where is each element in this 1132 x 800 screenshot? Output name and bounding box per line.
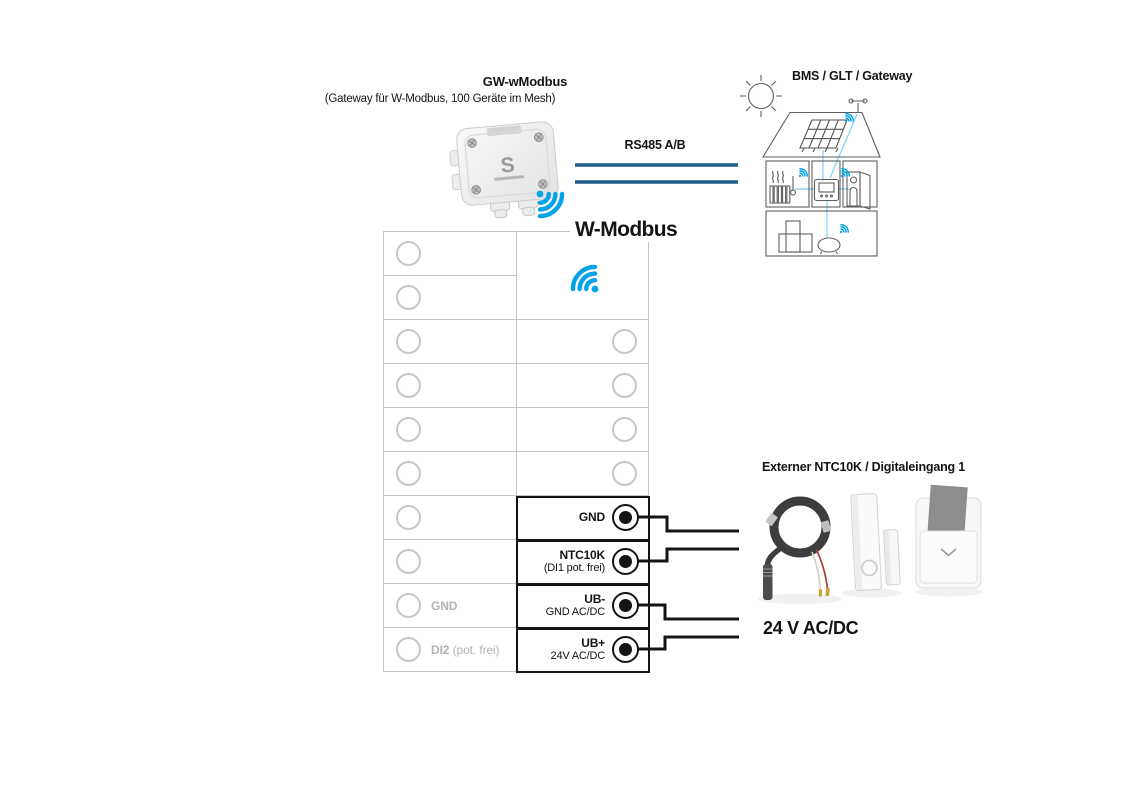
- gateway-device-image: [444, 114, 572, 222]
- terminal-row-5-left: [384, 408, 517, 452]
- terminal-circle: [396, 329, 421, 354]
- terminal-ub-minus-cell: [517, 584, 649, 628]
- wmodbus-wifi-cell: [517, 232, 649, 320]
- wireless-sensor-icon: [818, 238, 840, 254]
- external-sensors-image: [738, 476, 992, 610]
- ub-minus-terminal-label: UB-: [584, 591, 605, 606]
- terminal-row-9-left: [384, 584, 517, 628]
- ub-plus-terminal-label: UB+: [581, 635, 605, 650]
- terminal-circle: [612, 461, 637, 486]
- terminal-circle: [612, 329, 637, 354]
- gnd-terminal-label: GND: [578, 510, 605, 525]
- gnd-wire: [638, 517, 739, 531]
- device-logo: S: [499, 153, 516, 178]
- terminal-circle: [396, 417, 421, 442]
- building-illustration: [728, 58, 932, 268]
- external-input-label: Externer NTC10K / Digitaleingang 1: [762, 460, 965, 474]
- power-supply-label: 24 V AC/DC: [763, 618, 859, 638]
- left-di2-sublabel: (pot. frei): [452, 642, 500, 657]
- terminal-row-5-right: [517, 408, 649, 452]
- terminal-circle: [396, 549, 421, 574]
- bms-glt-gateway-label: BMS / GLT / Gateway: [792, 69, 913, 83]
- terminal-row-6-left: [384, 452, 517, 496]
- rs485-bus-lines: [575, 165, 738, 182]
- roof-outline: [763, 113, 880, 158]
- terminal-circle: [396, 285, 421, 310]
- ntc10k-wire: [638, 549, 739, 561]
- thermometer-icon: [791, 176, 796, 195]
- terminal-row-3-left: [384, 320, 517, 364]
- ub-minus-terminal-contact: [612, 592, 639, 619]
- terminal-circle: [612, 373, 637, 398]
- terminal-row-4-right: [517, 364, 649, 408]
- terminal-wires: [638, 517, 739, 649]
- ntc10k-terminal-sublabel: (DI1 pot. frei): [543, 562, 605, 575]
- person-at-door-icon: [847, 172, 870, 209]
- wmodbus-label: W-Modbus: [570, 218, 682, 242]
- gnd-terminal-contact: [612, 504, 639, 531]
- terminal-circle: [396, 505, 421, 530]
- gateway-subtitle: (Gateway für W-Modbus, 100 Geräte im Mesh): [324, 93, 556, 105]
- terminal-row-7-left: [384, 496, 517, 540]
- ntc10k-terminal-contact: [612, 548, 639, 575]
- terminal-circle: [612, 417, 637, 442]
- ub-plus-terminal-sublabel: 24V AC/DC: [550, 650, 605, 663]
- terminal-circle: [396, 241, 421, 266]
- terminal-circle: [396, 461, 421, 486]
- terminal-row-3-right: [517, 320, 649, 364]
- terminal-row-10-left: [384, 628, 517, 672]
- terminal-circle: [396, 637, 421, 662]
- terminal-ntc10k-cell: [517, 540, 649, 584]
- terminal-row-1-left: [384, 232, 517, 276]
- terminal-circle: [396, 373, 421, 398]
- ub-plus-terminal-contact: [612, 636, 639, 663]
- thermostat-panel-icon: [815, 180, 839, 201]
- terminal-circle: [396, 593, 421, 618]
- left-di2-label: DI2: [431, 642, 450, 657]
- basement-furniture-icon: [779, 221, 812, 252]
- terminal-gnd-cell: [517, 496, 649, 540]
- ub-minus-terminal-sublabel: GND AC/DC: [545, 606, 605, 619]
- terminal-row-4-left: [384, 364, 517, 408]
- door-contact-sensor-image: [851, 492, 901, 590]
- ntc10k-terminal-label: NTC10K: [559, 547, 605, 562]
- ntc-cable-sensor-image: [763, 501, 831, 600]
- radiator-icon: [770, 171, 790, 203]
- solar-panel: [800, 120, 847, 152]
- terminal-row-6-right: [517, 452, 649, 496]
- left-gnd-label: GND: [431, 598, 458, 613]
- wmodbus-wifi-icon: [552, 247, 614, 305]
- keycard-switch-image: [916, 485, 981, 588]
- weather-station-icon: [849, 99, 867, 113]
- ub-minus-wire: [638, 605, 739, 619]
- terminal-row-2-left: [384, 276, 517, 320]
- rs485-bus-label: RS485 A/B: [624, 138, 686, 152]
- terminal-block-table: [383, 231, 649, 672]
- terminal-row-8-left: [384, 540, 517, 584]
- sun-icon: [740, 75, 782, 117]
- terminal-ub-plus-cell: [517, 628, 649, 672]
- gateway-title: GW-wModbus: [482, 74, 568, 89]
- ub-plus-wire: [638, 637, 739, 649]
